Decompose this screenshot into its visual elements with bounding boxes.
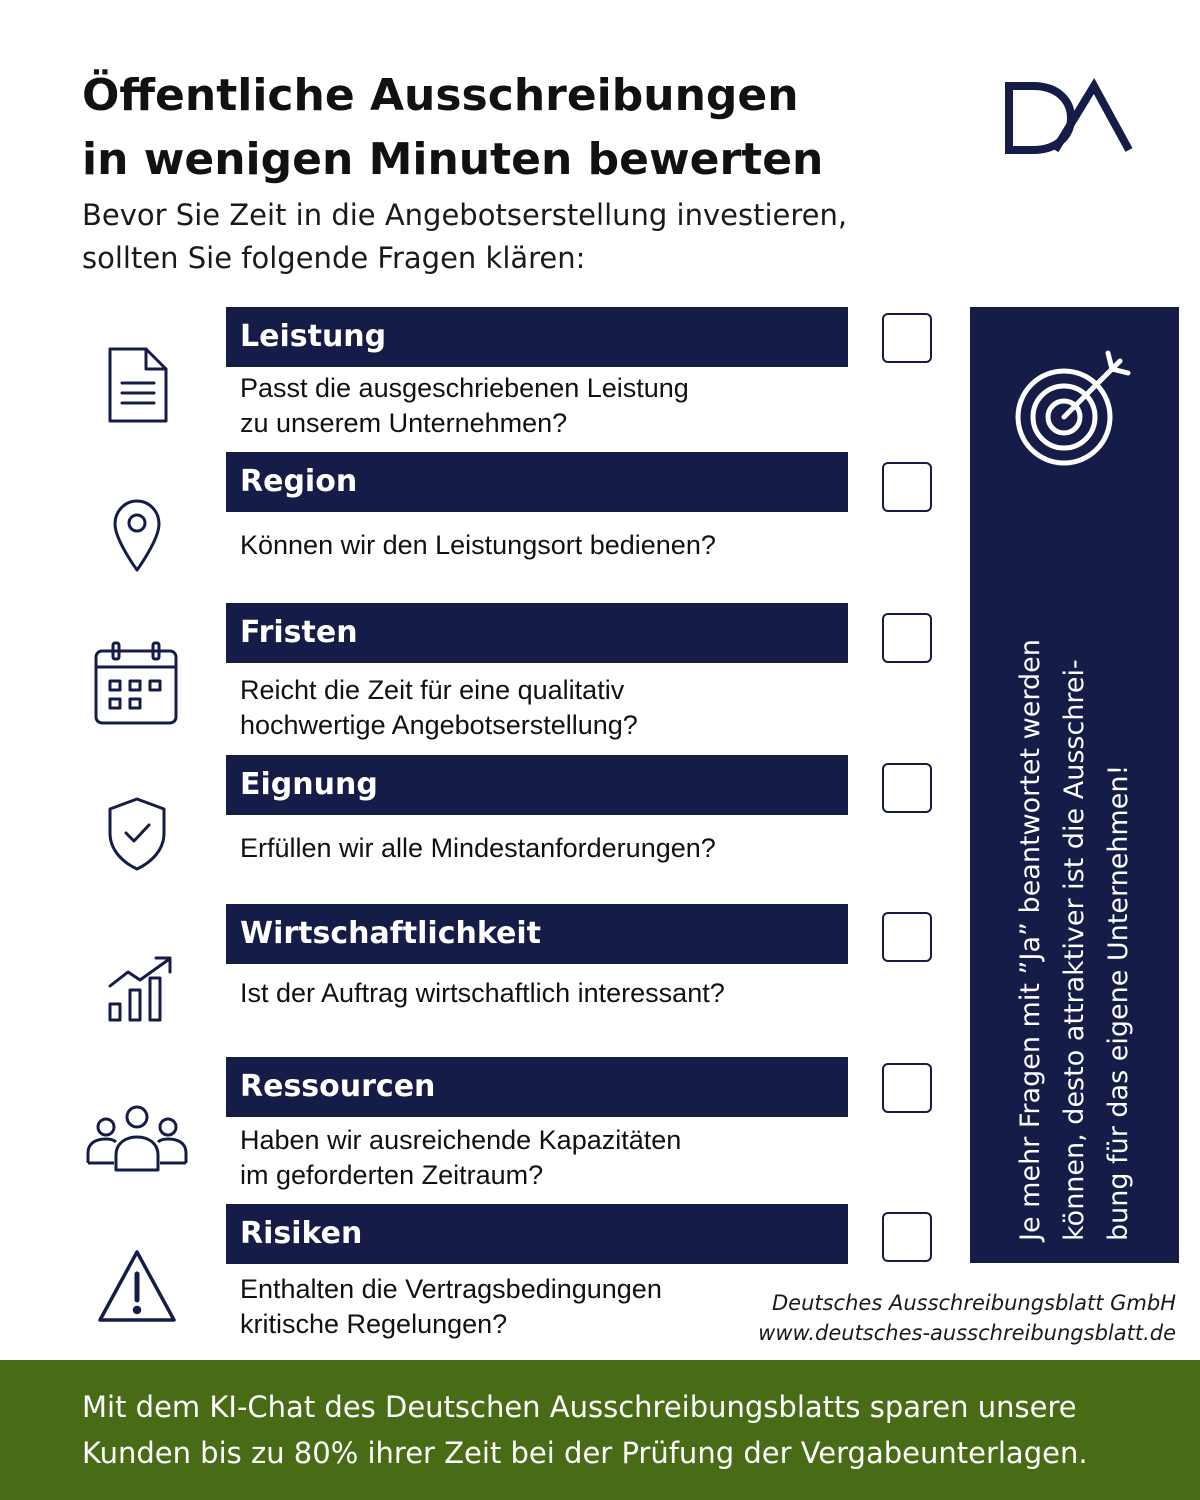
question-region [240,528,840,563]
question-line: Ist der Auftrag wirtschaftlich interessant? [240,978,725,1008]
checklist-item-leistung [0,307,960,457]
checkbox-eignung[interactable] [882,763,932,813]
heading-ressourcen: Ressourcen [226,1057,848,1117]
checklist-item-fristen [0,603,960,753]
side-panel-line: bung für das eigene Unternehmen! [1102,764,1134,1241]
company-url[interactable]: www.deutsches-ausschreibungsblatt.de [758,1321,1176,1345]
document-icon [82,325,192,435]
question-risiken [240,1272,840,1342]
question-leistung [240,371,840,441]
side-panel-line: können, desto attraktiver ist die Ausschrei- [1058,659,1090,1241]
question-line: Enthalten die Vertragsbedingungen [240,1274,662,1304]
location-pin-icon [82,470,192,580]
company-name: Deutsches Ausschreibungsblatt GmbH [771,1291,1176,1315]
heading-leistung: Leistung [226,307,848,367]
team-icon [82,1075,192,1185]
da-logo [1003,78,1133,158]
question-line: Haben wir ausreichende Kapazitäten [240,1125,682,1155]
footer-line-1: Mit dem KI-Chat des Deutschen Ausschreibungsblatts sparen unsere [82,1390,1077,1424]
question-eignung [240,831,840,866]
heading-wirtschaftlichkeit: Wirtschaftlichkeit [226,904,848,964]
checkbox-ressourcen[interactable] [882,1063,932,1113]
checklist-item-region [0,452,960,602]
footer-banner [0,1360,1200,1500]
question-line: Erfüllen wir alle Mindestanforderungen? [240,833,716,863]
checklist-item-wirtschaftlichkeit [0,904,960,1054]
heading-risiken: Risiken [226,1204,848,1264]
shield-check-icon [82,773,192,883]
checkbox-fristen[interactable] [882,613,932,663]
side-panel-text [1009,541,1141,1241]
question-line: im geforderten Zeitraum? [240,1160,544,1190]
calendar-icon [82,621,192,731]
question-wirtschaftlichkeit [240,976,840,1011]
question-line: Passt die ausgeschriebenen Leistung [240,373,689,403]
question-line: Können wir den Leistungsort bedienen? [240,530,716,560]
subtitle-line-1: Bevor Sie Zeit in die Angebotserstellung investieren, [82,198,848,232]
bar-chart-growth-icon [82,922,192,1032]
warning-triangle-icon [82,1222,192,1332]
checkbox-region[interactable] [882,462,932,512]
title-line-2: in wenigen Minuten bewerten [82,134,824,185]
side-panel-line: Je mehr Fragen mit ”Ja” beantwortet werden [1014,639,1046,1241]
question-line: Reicht die Zeit für eine qualitativ [240,675,625,705]
checkbox-leistung[interactable] [882,313,932,363]
target-arrow-icon [1012,343,1136,467]
checkbox-wirtschaftlichkeit[interactable] [882,912,932,962]
heading-region: Region [226,452,848,512]
heading-eignung: Eignung [226,755,848,815]
checklist-item-eignung [0,755,960,905]
title-line-1: Öffentliche Ausschreibungen [82,70,799,121]
footer-line-2: Kunden bis zu 80% ihrer Zeit bei der Prüfung der Vergabeunterlagen. [82,1436,1088,1470]
checkbox-risiken[interactable] [882,1212,932,1262]
page-title [82,64,823,192]
subtitle-line-2: sollten Sie folgende Fragen klären: [82,241,586,275]
subtitle [82,194,847,280]
credits [758,1288,1176,1348]
question-line: kritische Regelungen? [240,1309,508,1339]
heading-fristen: Fristen [226,603,848,663]
side-panel [970,307,1179,1263]
checklist-item-ressourcen [0,1057,960,1207]
question-ressourcen [240,1123,840,1193]
question-line: zu unserem Unternehmen? [240,408,568,438]
question-fristen [240,673,840,743]
question-line: hochwertige Angebotserstellung? [240,710,638,740]
